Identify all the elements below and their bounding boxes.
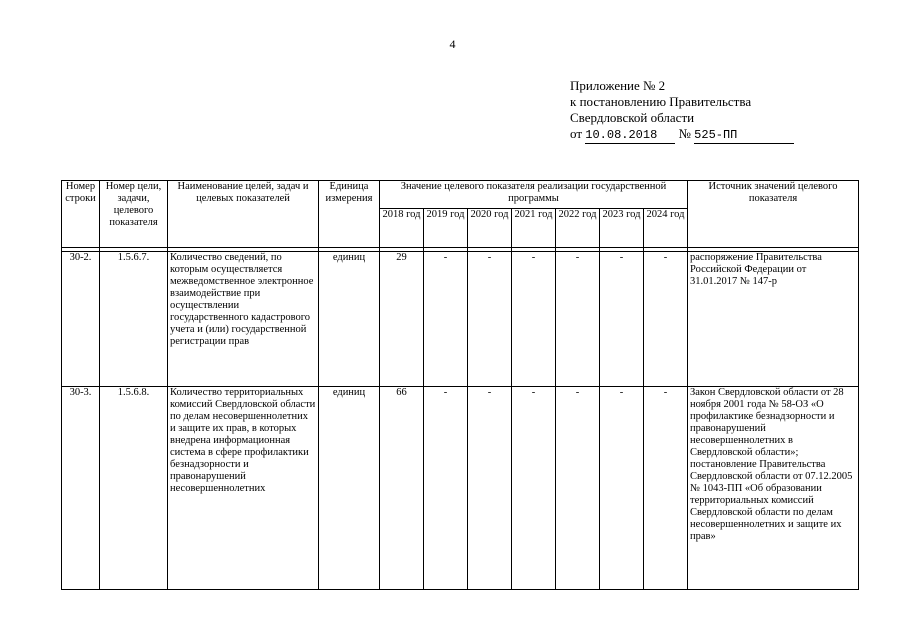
cell-source: Закон Свердловской области от 28 ноября 2001 года № 58-ОЗ «О профилактике безнадзорности и правонарушений несовершеннолетних в Свердловской области»; постановление Правительства Свердловской области от 07.12.2005 № 1043-ПП «Об образовании территориальных комиссий Свердловской области по делам несовершеннолетних и защите их прав» bbox=[688, 387, 859, 590]
resolution-date: 10.08.2018 bbox=[585, 127, 675, 144]
cell-value-2021: - bbox=[512, 252, 556, 387]
cell-value-2020: - bbox=[468, 387, 512, 590]
header-row-number: Номер строки bbox=[62, 181, 100, 248]
header-year-2018: 2018 год bbox=[380, 209, 424, 248]
appendix-line-resolution: к постановлению Правительства bbox=[570, 94, 752, 109]
cell-row-number: 30-2. bbox=[62, 252, 100, 387]
cell-value-2024: - bbox=[644, 387, 688, 590]
header-year-2023: 2023 год bbox=[600, 209, 644, 248]
header-year-2020: 2020 год bbox=[468, 209, 512, 248]
table-row bbox=[62, 387, 859, 590]
header-goal-number: Номер цели, задачи, целевого показателя bbox=[100, 181, 168, 248]
header-year-2021: 2021 год bbox=[512, 209, 556, 248]
indicators-table bbox=[61, 180, 859, 590]
cell-name: Количество территориальных комиссий Свердловской области по делам несовершеннолетних и защите их прав, в которых внедрена информационная система в сфере профилактики безнадзорности и правонарушений несовершеннолетних bbox=[168, 387, 319, 590]
cell-unit: единиц bbox=[319, 387, 380, 590]
number-prefix: № bbox=[678, 126, 691, 141]
header-year-2022: 2022 год bbox=[556, 209, 600, 248]
header-year-2024: 2024 год bbox=[644, 209, 688, 248]
header-year-2019: 2019 год bbox=[424, 209, 468, 248]
cell-unit: единиц bbox=[319, 252, 380, 387]
cell-goal-number: 1.5.6.7. bbox=[100, 252, 168, 387]
cell-source: распоряжение Правительства Российской Федерации от 31.01.2017 № 147-р bbox=[688, 252, 859, 387]
appendix-title: Приложение № 2 bbox=[570, 78, 666, 93]
cell-value-2023: - bbox=[600, 252, 644, 387]
cell-value-2022: - bbox=[556, 387, 600, 590]
appendix-block bbox=[570, 78, 870, 144]
appendix-line-region: Свердловской области bbox=[570, 110, 695, 125]
cell-value-2019: - bbox=[424, 387, 468, 590]
cell-value-2023: - bbox=[600, 387, 644, 590]
header-unit: Единица измерения bbox=[319, 181, 380, 248]
cell-value-2018: 29 bbox=[380, 252, 424, 387]
header-values-group: Значение целевого показателя реализации государственной программы bbox=[380, 181, 688, 209]
cell-name: Количество сведений, по которым осуществляется межведомственное электронное взаимодействие при осуществлении государственного кадастрового учета и (или) государственной регистрации прав bbox=[168, 252, 319, 387]
date-prefix: от bbox=[570, 126, 583, 141]
cell-row-number: 30-3. bbox=[62, 387, 100, 590]
cell-goal-number: 1.5.6.8. bbox=[100, 387, 168, 590]
cell-value-2018: 66 bbox=[380, 387, 424, 590]
resolution-number: 525-ПП bbox=[694, 127, 794, 144]
cell-value-2019: - bbox=[424, 252, 468, 387]
cell-value-2022: - bbox=[556, 252, 600, 387]
table-row bbox=[62, 252, 859, 387]
header-name: Наименование целей, задач и целевых показателей bbox=[168, 181, 319, 248]
cell-value-2024: - bbox=[644, 252, 688, 387]
header-source: Источник значений целевого показателя bbox=[688, 181, 859, 248]
page-number: 4 bbox=[449, 37, 456, 51]
appendix-date-line bbox=[570, 126, 870, 144]
cell-value-2021: - bbox=[512, 387, 556, 590]
cell-value-2020: - bbox=[468, 252, 512, 387]
